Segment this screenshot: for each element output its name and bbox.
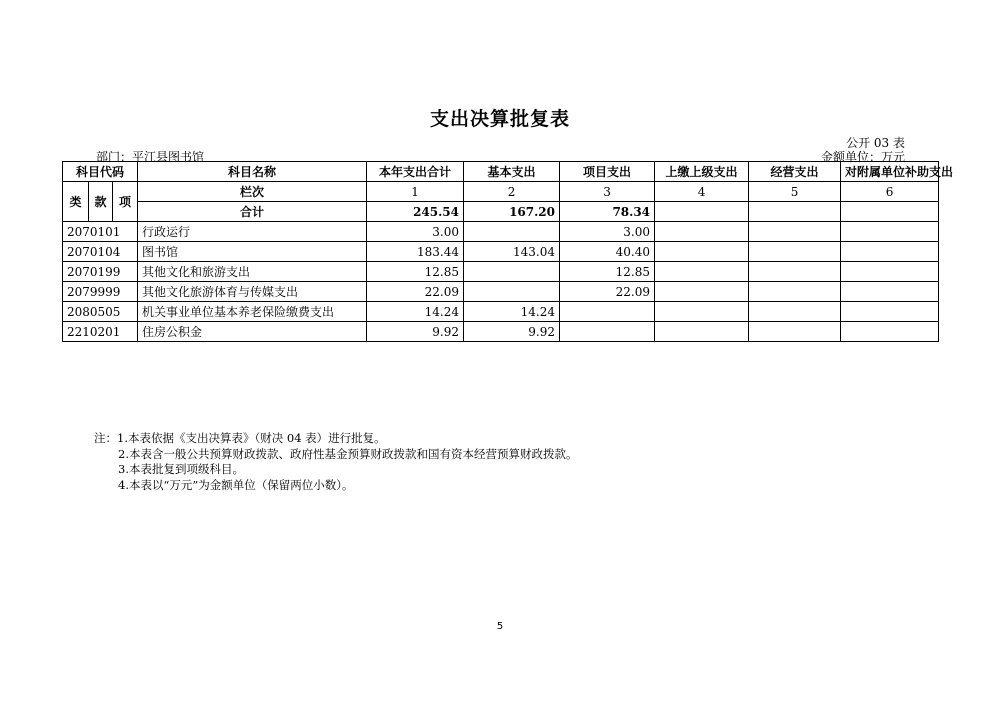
column-number: 2 — [464, 182, 560, 202]
note-line: 4.本表以“万元”为金额单位（保留两位小数）。 — [118, 477, 354, 492]
header-project: 项目支出 — [560, 162, 655, 182]
row-total: 14.24 — [367, 302, 464, 322]
header-total: 本年支出合计 — [367, 162, 464, 182]
row-code: 2070199 — [63, 262, 138, 282]
column-number: 5 — [749, 182, 841, 202]
page-number: 5 — [496, 621, 504, 632]
column-number-row — [63, 182, 939, 202]
row-name: 行政运行 — [138, 222, 367, 242]
table-row — [63, 322, 939, 342]
notes — [94, 431, 577, 493]
total-basic: 167.20 — [464, 202, 560, 222]
total-project: 78.34 — [560, 202, 655, 222]
row-name: 图书馆 — [138, 242, 367, 262]
column-number: 4 — [655, 182, 749, 202]
note-line: 2.本表含一般公共预算财政拨款、政府性基金预算财政拨款和国有资本经营预算财政拨款。 — [118, 446, 578, 461]
total-subsidy — [841, 202, 939, 222]
column-number: 1 — [367, 182, 464, 202]
total-row — [63, 202, 939, 222]
row-code: 2070101 — [63, 222, 138, 242]
row-total: 12.85 — [367, 262, 464, 282]
column-number: 3 — [560, 182, 655, 202]
row-code: 2079999 — [63, 282, 138, 302]
column-row-label: 栏次 — [138, 182, 367, 202]
table-row — [63, 262, 939, 282]
expenditure-table — [62, 161, 954, 342]
row-basic: 9.92 — [464, 322, 560, 342]
total-upper — [655, 202, 749, 222]
header-row — [63, 162, 939, 182]
total-business — [749, 202, 841, 222]
level-kuan: 款 — [89, 182, 113, 222]
header-name: 科目名称 — [138, 162, 367, 182]
total-label: 合计 — [138, 202, 367, 222]
table-row — [63, 302, 939, 322]
table-row — [63, 242, 939, 262]
row-basic — [464, 262, 560, 282]
row-code: 2070104 — [63, 242, 138, 262]
header-business: 经营支出 — [749, 162, 841, 182]
header-code: 科目代码 — [63, 162, 138, 182]
note-line: 3.本表批复到项级科目。 — [118, 462, 244, 476]
column-number: 6 — [841, 182, 939, 202]
row-project: 40.40 — [560, 242, 655, 262]
level-xiang: 项 — [113, 182, 138, 222]
row-basic — [464, 222, 560, 242]
row-total: 3.00 — [367, 222, 464, 242]
row-basic: 14.24 — [464, 302, 560, 322]
form-number: 公开 03 表 — [846, 136, 905, 150]
row-total: 183.44 — [367, 242, 464, 262]
row-name: 机关事业单位基本养老保险缴费支出 — [138, 302, 367, 322]
row-project: 12.85 — [560, 262, 655, 282]
row-basic — [464, 282, 560, 302]
row-project: 22.09 — [560, 282, 655, 302]
row-project — [560, 322, 655, 342]
row-total: 9.92 — [367, 322, 464, 342]
unit-label: 金额单位：万元 — [820, 150, 905, 164]
row-code: 2210201 — [63, 322, 138, 342]
page-title: 支出决算批复表 — [429, 108, 570, 130]
header-basic: 基本支出 — [464, 162, 560, 182]
header-subsidy: 对附属单位补助支出 — [841, 162, 939, 182]
row-basic: 143.04 — [464, 242, 560, 262]
row-name: 住房公积金 — [138, 322, 367, 342]
row-name: 其他文化旅游体育与传媒支出 — [138, 282, 367, 302]
table-row — [63, 222, 939, 242]
note-line: 注：1.本表依据《支出决算表》（财决 04 表）进行批复。 — [94, 431, 386, 445]
row-project — [560, 302, 655, 322]
row-project: 3.00 — [560, 222, 655, 242]
row-name: 其他文化和旅游支出 — [138, 262, 367, 282]
row-code: 2080505 — [63, 302, 138, 322]
table-row — [63, 282, 939, 302]
level-lei: 类 — [63, 182, 89, 222]
department-label: 部门：平江县图书馆 — [96, 150, 205, 164]
header-upper: 上缴上级支出 — [655, 162, 749, 182]
total-total: 245.54 — [367, 202, 464, 222]
row-total: 22.09 — [367, 282, 464, 302]
